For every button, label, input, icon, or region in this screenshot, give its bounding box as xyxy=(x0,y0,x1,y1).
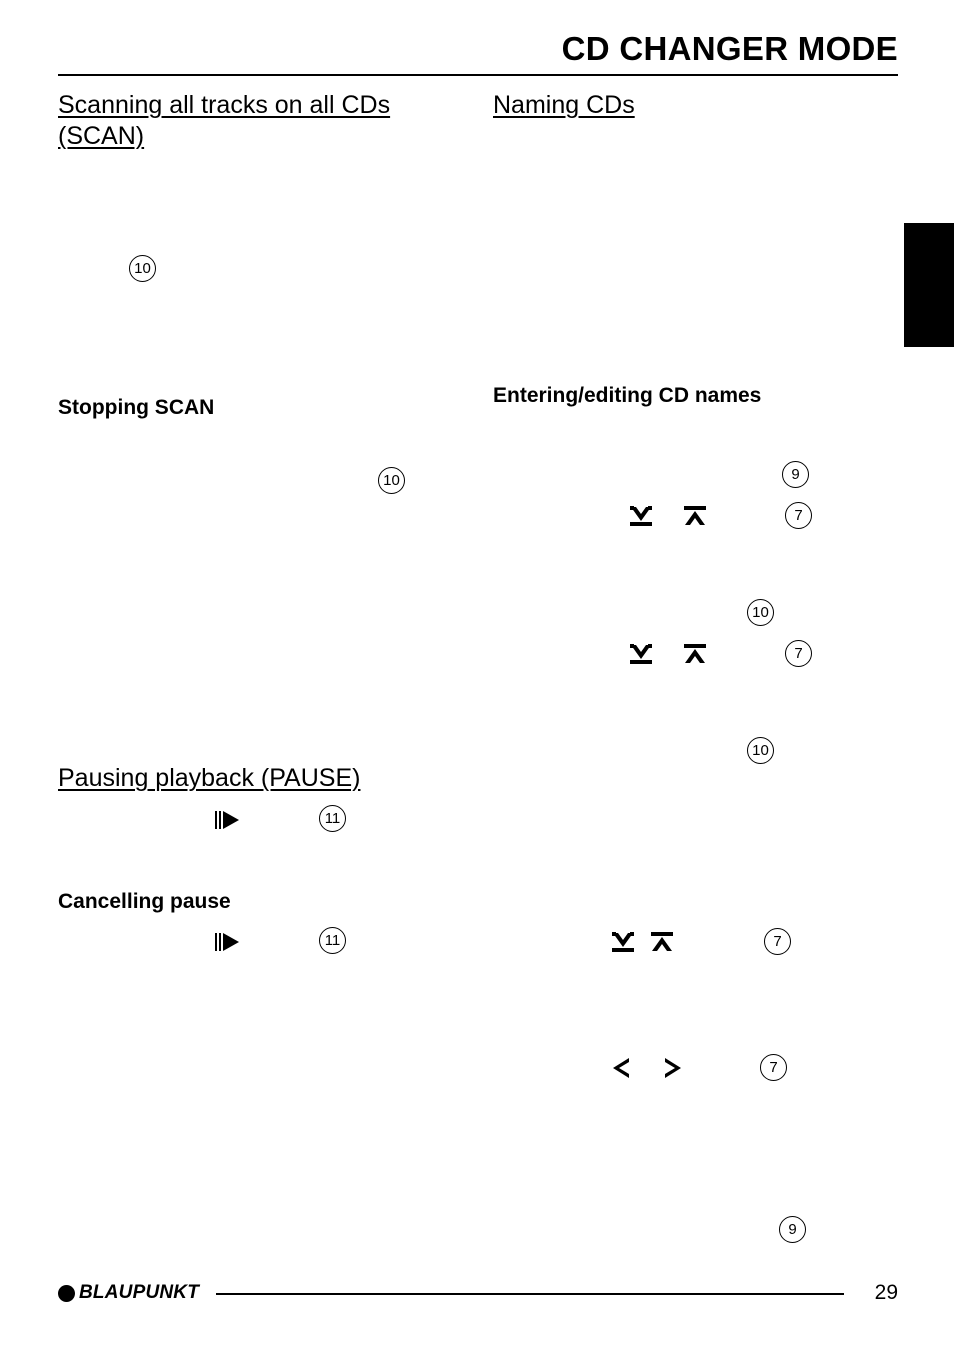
key-number-badge: 10 xyxy=(378,467,405,494)
pause-heading: Pausing playback (PAUSE) xyxy=(58,764,361,792)
key-number-badge: 9 xyxy=(782,461,809,488)
key-number-badge: 7 xyxy=(764,928,791,955)
play-pause-icon xyxy=(215,933,239,951)
key-number-badge: 10 xyxy=(747,599,774,626)
key-number-badge: 7 xyxy=(785,502,812,529)
naming-cds-heading: Naming CDs xyxy=(493,91,635,119)
scan-heading-line2: (SCAN) xyxy=(58,122,145,150)
key-number-badge: 7 xyxy=(785,640,812,667)
arrow-up-icon xyxy=(684,644,706,664)
scan-heading-line1: Scanning all tracks on all CDs xyxy=(58,91,391,119)
key-number-badge: 11 xyxy=(319,805,346,832)
brand-name: BLAUPUNKT xyxy=(79,1282,200,1303)
brand-dot-icon xyxy=(58,1285,75,1302)
arrow-down-icon xyxy=(612,932,634,952)
stopping-scan-heading: Stopping SCAN xyxy=(58,396,215,419)
arrow-right-icon xyxy=(662,1058,682,1078)
section-tab-marker xyxy=(904,223,954,347)
arrow-up-icon xyxy=(684,506,706,526)
arrow-down-icon xyxy=(630,506,652,526)
cancelling-pause-heading: Cancelling pause xyxy=(58,890,231,913)
key-number-badge: 11 xyxy=(319,927,346,954)
page-title: CD CHANGER MODE xyxy=(561,30,898,67)
key-number-badge: 7 xyxy=(760,1054,787,1081)
key-number-badge: 9 xyxy=(779,1216,806,1243)
key-number-badge: 10 xyxy=(747,737,774,764)
page-number: 29 xyxy=(874,1281,898,1304)
footer-rule xyxy=(216,1293,844,1295)
arrow-down-icon xyxy=(630,644,652,664)
header-rule xyxy=(58,74,898,76)
arrow-up-icon xyxy=(651,932,673,952)
arrow-left-icon xyxy=(612,1058,632,1078)
brand-logo xyxy=(58,1282,199,1304)
play-pause-icon xyxy=(215,811,239,829)
entering-editing-heading: Entering/editing CD names xyxy=(493,384,762,407)
key-number-badge: 10 xyxy=(129,255,156,282)
